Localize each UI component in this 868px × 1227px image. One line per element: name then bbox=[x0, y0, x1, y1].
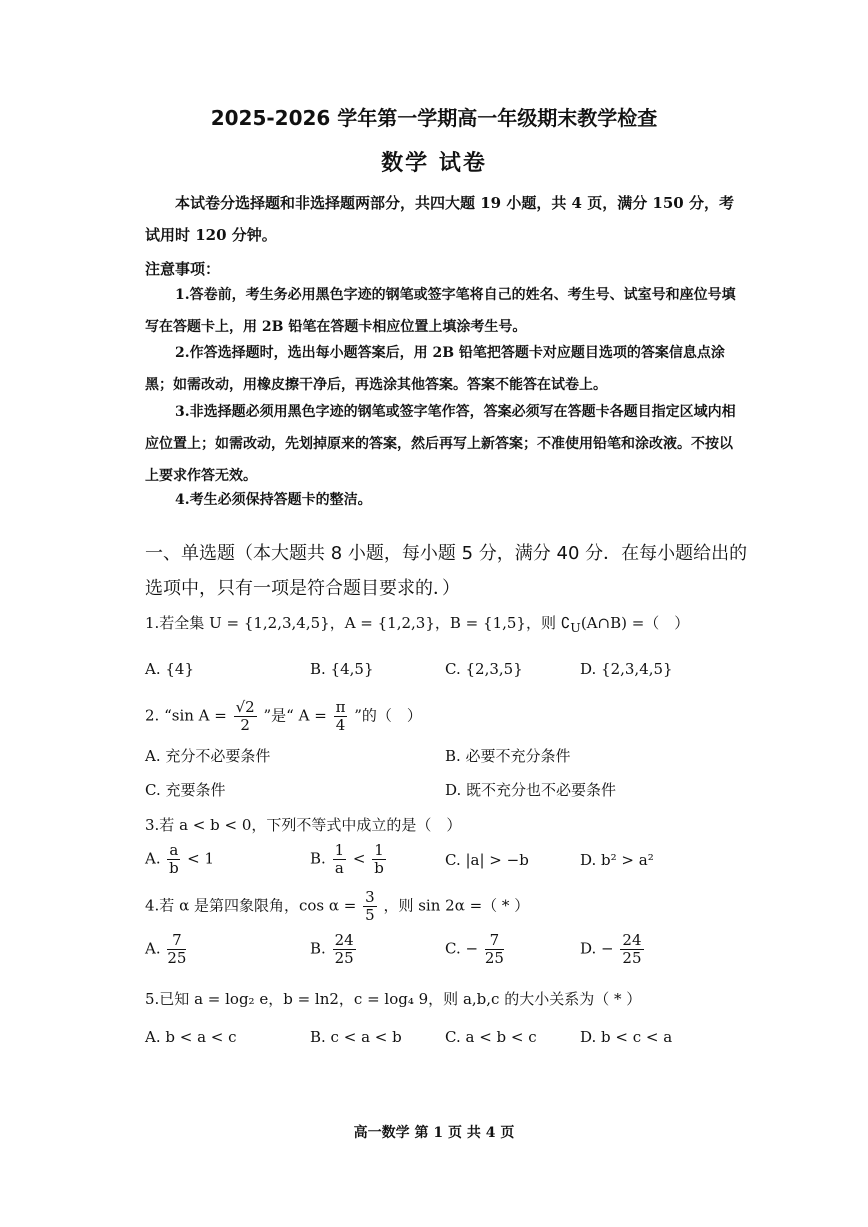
notice-item: 1.答卷前，考生务必用黑色字迹的钢笔或签字笔将自己的姓名、考生号、试室号和座位号填写在答题卡上，用 2B 铅笔在答题卡相应位置上填涂考生号。 bbox=[145, 287, 736, 335]
page-footer: 高一数学 第 1 页 共 4 页 bbox=[353, 1125, 515, 1141]
question-5-stem: 5.已知 a = log₂ e，b = ln2，c = log₄ 9，则 a,b,c 的大小关系为（ * ） bbox=[145, 990, 642, 1008]
q4-b-num: 24 bbox=[334, 931, 354, 949]
q4-d-num: 24 bbox=[622, 931, 642, 949]
q5-option-c: C. a < b < c bbox=[445, 1028, 537, 1046]
q4-tail: ，则 sin 2α =（ * ） bbox=[383, 896, 530, 915]
q2-den-2: 4 bbox=[335, 716, 346, 734]
q3-b-fraction-2 bbox=[372, 843, 386, 876]
exam-title: 2025-2026 学年第一学期高一年级期末教学检查 bbox=[210, 106, 658, 130]
q3-option-c: C. |a| > −b bbox=[445, 851, 529, 869]
q2-den-1: 2 bbox=[240, 716, 250, 734]
q4-c-label: C. bbox=[445, 939, 461, 958]
q3-b-num-1: 1 bbox=[334, 841, 345, 859]
q2-mid: ”是“ A = bbox=[263, 706, 327, 725]
section-heading: 一、单选题（本大题共 8 小题，每小题 5 分，满分 40 分．在每小题给出的选项中，只有一项是符合题目要求的．） bbox=[145, 543, 748, 599]
q3-b-den-1: a bbox=[334, 859, 344, 877]
q3-b-fraction-1 bbox=[333, 843, 347, 876]
q1-option-d: D. {2,3,4,5} bbox=[580, 660, 673, 678]
notice-heading: 注意事项： bbox=[145, 260, 221, 278]
q4-den: 5 bbox=[365, 906, 375, 924]
q4-d-sign: − bbox=[601, 939, 614, 958]
q4-c-den: 25 bbox=[484, 949, 504, 967]
q3-a-label: A. bbox=[145, 849, 161, 868]
q4-prefix: 4.若 α 是第四象限角，cos α = bbox=[145, 896, 357, 915]
q4-a-fraction bbox=[167, 933, 186, 966]
q5-option-d: D. b < c < a bbox=[580, 1028, 673, 1046]
question-1-stem bbox=[145, 612, 689, 635]
q1-stem-text: 1.若全集 U = {1,2,3,4,5}，A = {1,2,3}，B = {1,5}，则 ∁ bbox=[145, 614, 571, 632]
q2-prefix: 2. “sin A = bbox=[145, 706, 227, 725]
q2-option-c: C. 充要条件 bbox=[145, 781, 226, 799]
notice-item: 3.非选择题必须用黑色字迹的钢笔或签字笔作答，答案必须写在答题卡各题目指定区域内相应位置上；如需改动，先划掉原来的答案，然后再写上新答案；不准使用铅笔和涂改液。不按以上要求作答无效。 bbox=[145, 404, 736, 484]
q2-option-d: D. 既不充分也不必要条件 bbox=[445, 781, 617, 799]
q4-option-b bbox=[310, 933, 358, 966]
q5-option-b: B. c < a < b bbox=[310, 1028, 402, 1046]
q2-num-2: π bbox=[335, 698, 346, 716]
q4-option-d bbox=[580, 933, 646, 966]
q3-a-fraction bbox=[167, 843, 180, 876]
q1-stem-tail: (A∩B) =（ ） bbox=[580, 614, 690, 632]
q1-option-c: C. {2,3,5} bbox=[445, 660, 523, 678]
notice-item: 2.作答选择题时，选出每小题答案后，用 2B 铅笔把答题卡对应题目选项的答案信息点涂黑；如需改动，用橡皮擦干净后，再选涂其他答案。答案不能答在试卷上。 bbox=[145, 345, 725, 393]
q1-option-a: A. {4} bbox=[145, 660, 194, 678]
q3-b-lt: < bbox=[352, 849, 366, 868]
q4-c-sign: − bbox=[465, 939, 479, 958]
q4-option-c bbox=[445, 933, 506, 966]
question-4-stem bbox=[145, 890, 529, 923]
q4-c-num: 7 bbox=[485, 933, 504, 950]
q1-stem-sub: U bbox=[570, 620, 581, 635]
q4-a-label: A. bbox=[145, 939, 161, 958]
q4-b-label: B. bbox=[310, 939, 326, 958]
q1-option-b: B. {4,5} bbox=[310, 660, 374, 678]
q4-a-num: 7 bbox=[167, 933, 186, 950]
q3-option-b bbox=[310, 843, 388, 876]
q4-c-fraction bbox=[485, 933, 504, 966]
exam-subtitle: 数学 试卷 bbox=[381, 151, 487, 176]
q4-b-den: 25 bbox=[334, 949, 354, 967]
question-3-stem: 3.若 a < b < 0，下列不等式中成立的是（ ） bbox=[145, 816, 462, 834]
intro-paragraph: 本试卷分选择题和非选择题两部分，共四大题 19 小题，共 4 页，满分 150 分，考试用时 120 分钟。 bbox=[145, 194, 734, 244]
q3-b-den-2: b bbox=[374, 859, 384, 877]
q4-a-den: 25 bbox=[167, 949, 187, 967]
question-2-stem bbox=[145, 700, 422, 733]
q2-option-b: B. 必要不充分条件 bbox=[445, 747, 571, 765]
q2-fraction-2 bbox=[334, 700, 348, 733]
q4-fraction bbox=[363, 890, 377, 923]
q4-num: 3 bbox=[365, 888, 375, 906]
q4-option-a bbox=[145, 933, 188, 966]
q3-option-a bbox=[145, 843, 214, 876]
q2-tail: ”的（ ） bbox=[354, 706, 422, 725]
q4-b-fraction bbox=[333, 933, 356, 966]
q3-b-label: B. bbox=[310, 849, 326, 868]
q5-option-a: A. b < a < c bbox=[145, 1028, 237, 1046]
q3-a-num: a bbox=[169, 841, 179, 859]
q2-fraction-1 bbox=[234, 700, 257, 733]
q3-option-d: D. b² > a² bbox=[580, 851, 654, 869]
q3-b-num-2: 1 bbox=[374, 841, 384, 859]
notice-item: 4.考生必须保持答题卡的整洁。 bbox=[175, 492, 372, 508]
q3-a-den: b bbox=[169, 859, 179, 877]
q2-option-a: A. 充分不必要条件 bbox=[145, 747, 271, 765]
q4-d-fraction bbox=[620, 933, 643, 966]
q2-num-1: √2 bbox=[235, 698, 255, 716]
q4-d-den: 25 bbox=[622, 949, 642, 967]
q4-d-label: D. bbox=[580, 939, 597, 958]
q3-a-tail: < 1 bbox=[187, 849, 215, 868]
